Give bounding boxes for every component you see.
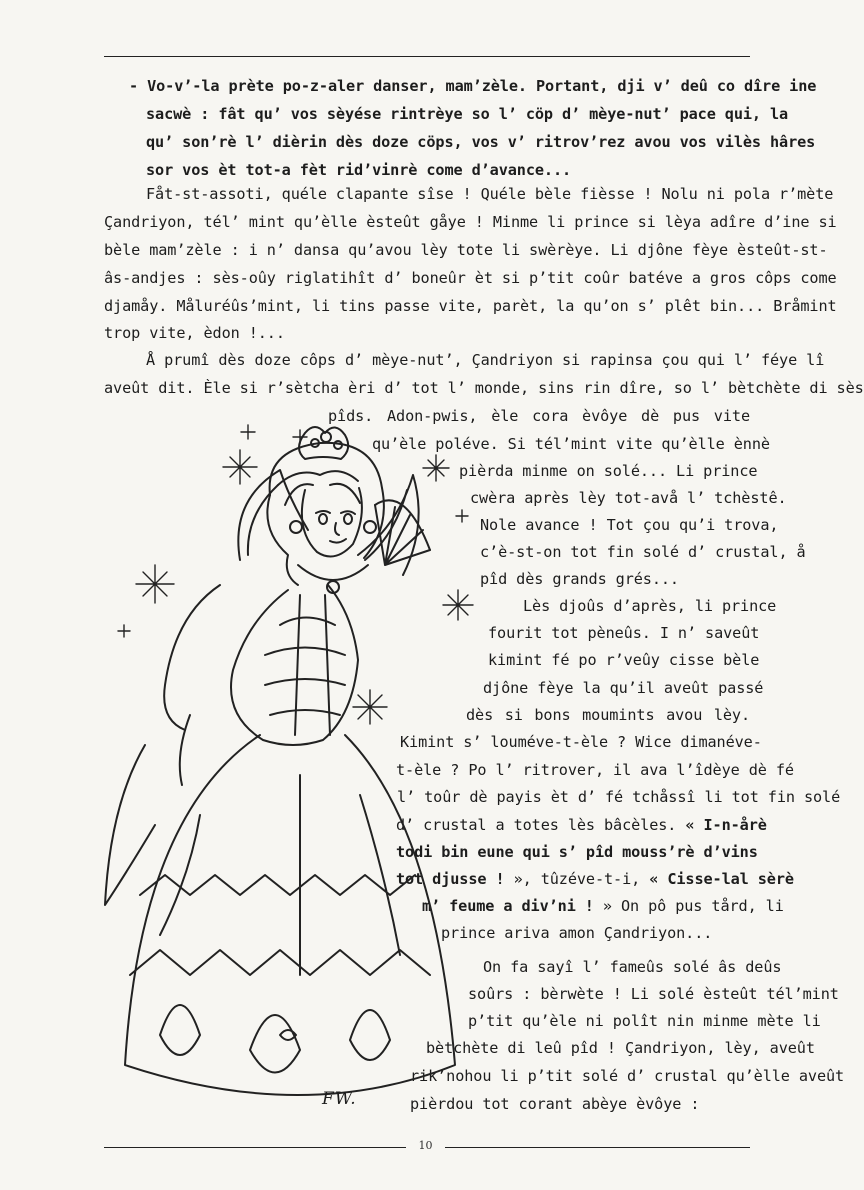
text-line: qu’èle poléve. Si tél’mint vite qu’èlle ènnè	[372, 435, 770, 453]
text-line: qu’ son’rè l’ dièrin dès doze cöps, vos v’ ritrov’rez avou vos vilès hâres	[146, 133, 816, 151]
text-line: bètchète di leû pîd ! Çandriyon, lèy, aveût	[426, 1039, 815, 1057]
text-line: c’è-st-on tot fin solé d’ crustal, å	[480, 543, 806, 561]
text-line: pîds. Adon-pwis, èle cora èvôye dè pus vite	[328, 407, 750, 425]
text-line: Kimint s’ louméve-t-èle ? Wice dimanéve-	[400, 733, 762, 751]
text-line: Fåt-st-assoti, quéle clapante sîse ! Quéle bèle fièsse ! Nolu ni pola r’mète	[146, 185, 834, 203]
text-line: On fa sayî l’ fameûs solé âs deûs	[483, 958, 782, 976]
text-span: m’ feume a div’ni !	[422, 897, 603, 915]
text-line: - Vo-v’-la prète po-z-aler danser, mam’zèle. Portant, dji v’ deû co dîre ine	[129, 77, 817, 95]
text-line: Lès djoûs d’après, li prince	[523, 597, 777, 615]
text-line: kimint fé po r’veûy cisse bèle	[488, 651, 760, 669]
text-line: trop vite, èdon !...	[104, 324, 285, 342]
text-line: Nole avance ! Tot çou qu’i trova,	[480, 516, 779, 534]
bottom-rule-right	[445, 1147, 750, 1148]
text-line: cwèra après lèy tot-avå l’ tchèstê.	[470, 489, 787, 507]
bodice	[164, 585, 358, 785]
text-span: « I-n-årè	[685, 816, 767, 834]
text-line: pièrdou tot corant abèye èvôye :	[410, 1095, 700, 1113]
text-span: », tûzéve-t-i,	[513, 870, 650, 888]
text-line: aveût dit. Èle si r’sètcha èri d’ tot l’ monde, sins rin dîre, so l’ bètchète di sès	[104, 379, 864, 397]
artist-signature: FW.	[322, 1089, 357, 1109]
text-line: pièrda minme on solé... Li prince	[459, 462, 758, 480]
text-line: djamåy. Måluréûs’mint, li tins passe vite, parèt, la qu’on s’ plêt bin... Bråmint	[104, 297, 837, 315]
text-line: pîd dès grands grés...	[480, 570, 679, 588]
text-span: tot djusse !	[396, 870, 514, 888]
skirt	[105, 735, 455, 1095]
hair-and-tiara	[267, 427, 384, 585]
text-line: dès si bons moumints avou lèy.	[466, 706, 750, 724]
necklace	[298, 565, 368, 593]
text-line: fourit tot pèneûs. I n’ saveût	[488, 624, 760, 642]
text-line: sor vos èt tot-a fèt rid’vinrè come d’avance...	[146, 161, 572, 179]
text-line: âs-andjes : sès-oûy riglatihît d’ boneûr èt si p’tit coûr batéve a gros côps come	[104, 269, 837, 287]
text-line: Å prumî dès doze côps d’ mèye-nut’, Çandriyon si rapinsa çou qui l’ féye lî	[146, 351, 825, 369]
text-span: « Cisse-lal sèrè	[649, 870, 794, 888]
bottom-rule-left	[104, 1147, 406, 1148]
text-line: djône fèye la qu’il aveût passé	[483, 679, 764, 697]
top-rule	[104, 56, 750, 57]
page-number: 10	[418, 1139, 433, 1152]
text-line: t-èle ? Po l’ ritrover, il ava l’îdèye dè fé	[396, 761, 794, 779]
text-line: soûrs : bèrwète ! Li solé èsteût tél’mint	[468, 985, 839, 1003]
text-span: d’ crustal a totes lès bâcèles.	[396, 816, 686, 834]
text-span: » On pô pus tård, li	[602, 897, 784, 915]
text-line: l’ toûr dè payis èt d’ fé tchåssî li tot fin solé	[397, 788, 841, 806]
text-line: prince ariva amon Çandriyon...	[441, 924, 713, 942]
text-line: p’tit qu’èle ni polît nin minme mète li	[468, 1012, 821, 1030]
text-line: Çandriyon, tél’ mint qu’èlle èsteût gåye ! Minme li prince si lèya adîre d’ine si	[104, 213, 837, 231]
text-line: bèle mam’zèle : i n’ dansa qu’avou lèy tote li swèrèye. Li djône fèye èsteût-st-	[104, 241, 828, 259]
text-line: rik’nohou li p’tit solé d’ crustal qu’èlle aveût	[410, 1067, 845, 1085]
text-line: todi bin eune qui s’ pîd mouss’rè d’vins	[396, 843, 758, 861]
cinderella-illustration	[100, 415, 490, 1130]
text-line: sacwè : fât qu’ vos sèyése rintrèye so l’ cöp d’ mèye-nut’ pace qui, la	[146, 105, 789, 123]
